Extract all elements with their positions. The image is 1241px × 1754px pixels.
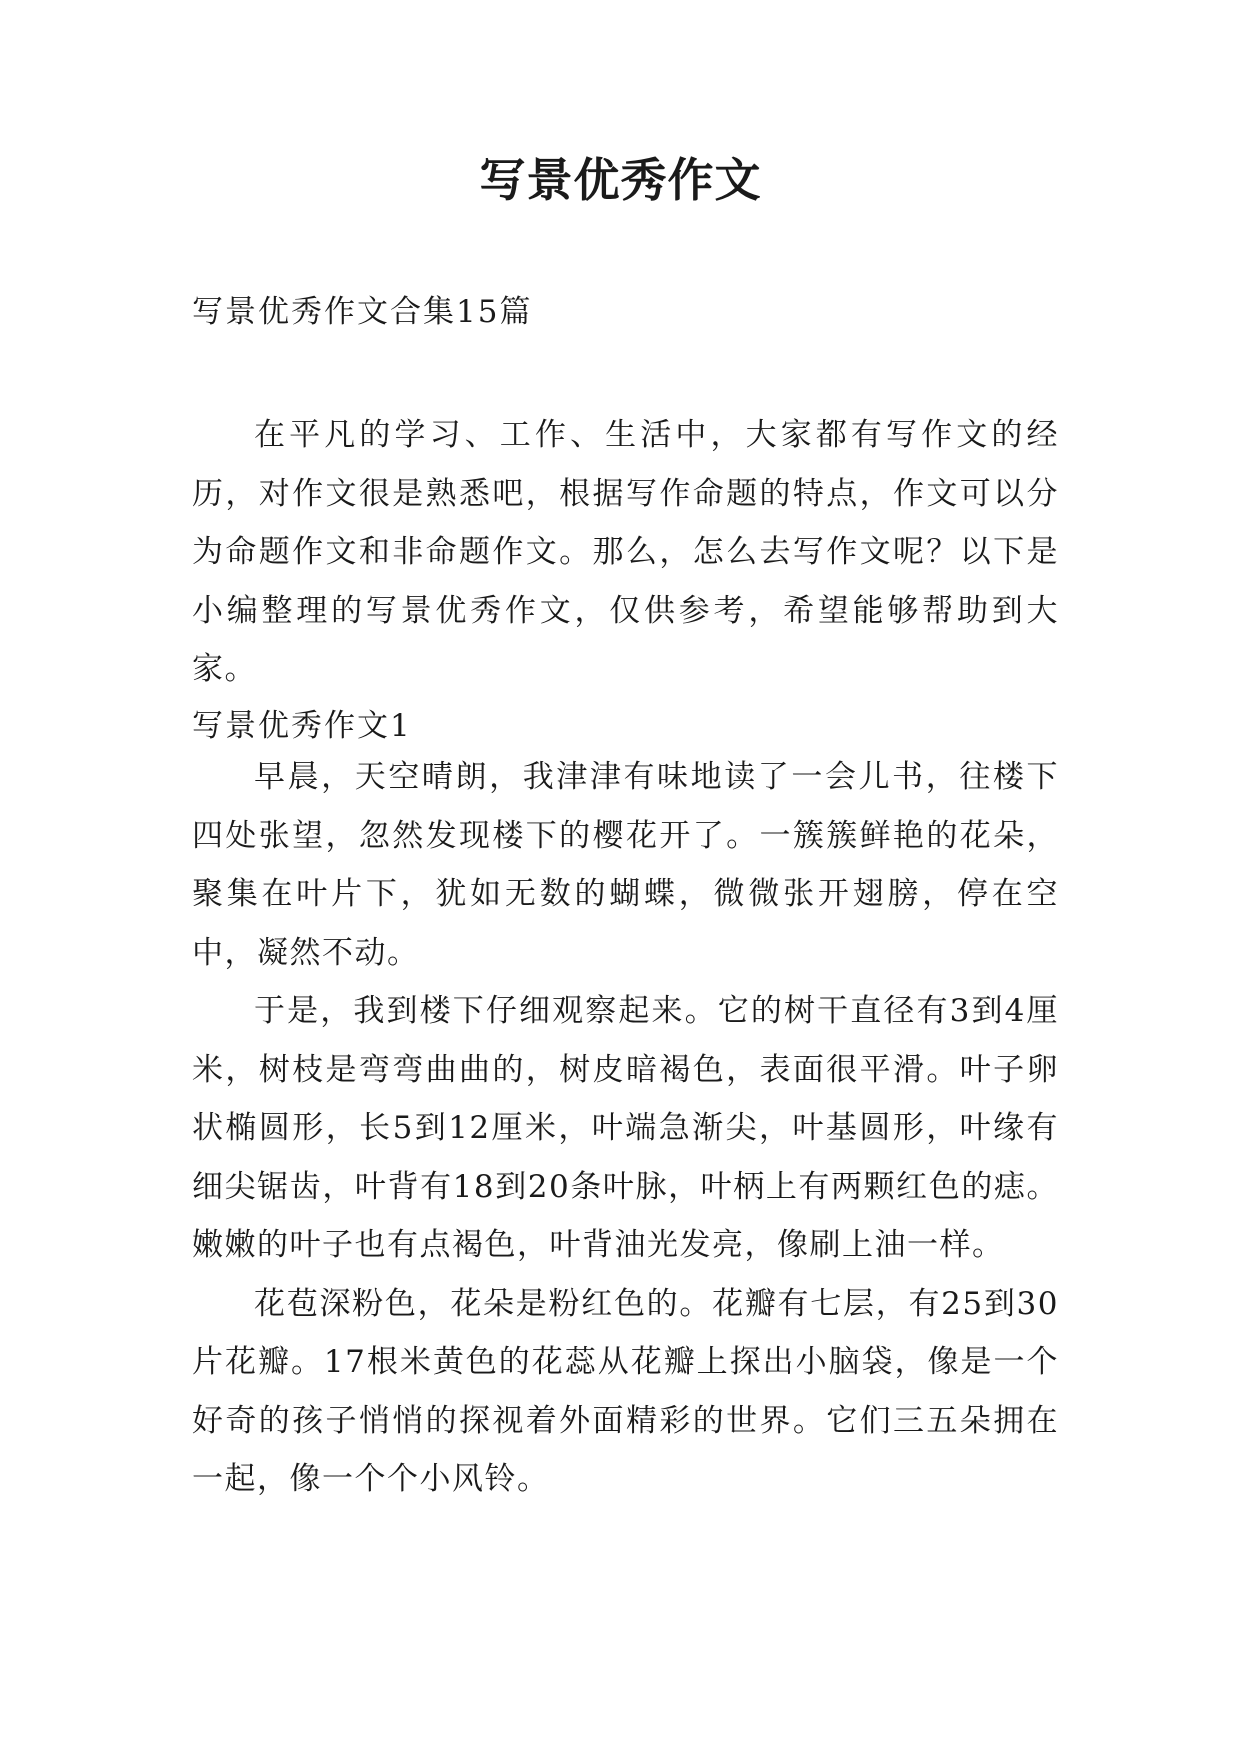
essay-body [192,748,1059,1509]
essay-paragraph-1: 早晨，天空晴朗，我津津有味地读了一会儿书，往楼下四处张望，忽然发现楼下的樱花开了。一簇簇鲜艳的花朵，聚集在叶片下，犹如无数的蝴蝶，微微张开翅膀，停在空中，凝然不动。 [192,759,1059,971]
document-title: 写景优秀作文 [479,153,762,207]
section-heading: 写景优秀作文1 [192,708,412,744]
intro-block [192,406,1059,699]
essay-paragraph-3: 花苞深粉色，花朵是粉红色的。花瓣有七层，有25到30片花瓣。17根米黄色的花蕊从花瓣上探出小脑袋，像是一个好奇的孩子悄悄的探视着外面精彩的世界。它们三五朵拥在一起，像一个个小风铃。 [192,1285,1059,1497]
intro-paragraph: 在平凡的学习、工作、生活中，大家都有写作文的经历，对作文很是熟悉吧，根据写作命题的特点，作文可以分为命题作文和非命题作文。那么，怎么去写作文呢？以下是小编整理的写景优秀作文，仅供参考，希望能够帮助到大家。 [192,417,1059,687]
document-subtitle: 写景优秀作文合集15篇 [192,294,533,330]
essay-paragraph-2: 于是，我到楼下仔细观察起来。它的树干直径有3到4厘米，树枝是弯弯曲曲的，树皮暗褐色，表面很平滑。叶子卵状椭圆形，长5到12厘米，叶端急渐尖，叶基圆形，叶缘有细尖锯齿，叶背有18到20条叶脉，叶柄上有两颗红色的痣。嫩嫩的叶子也有点褐色，叶背油光发亮，像刷上油一样。 [192,993,1059,1263]
